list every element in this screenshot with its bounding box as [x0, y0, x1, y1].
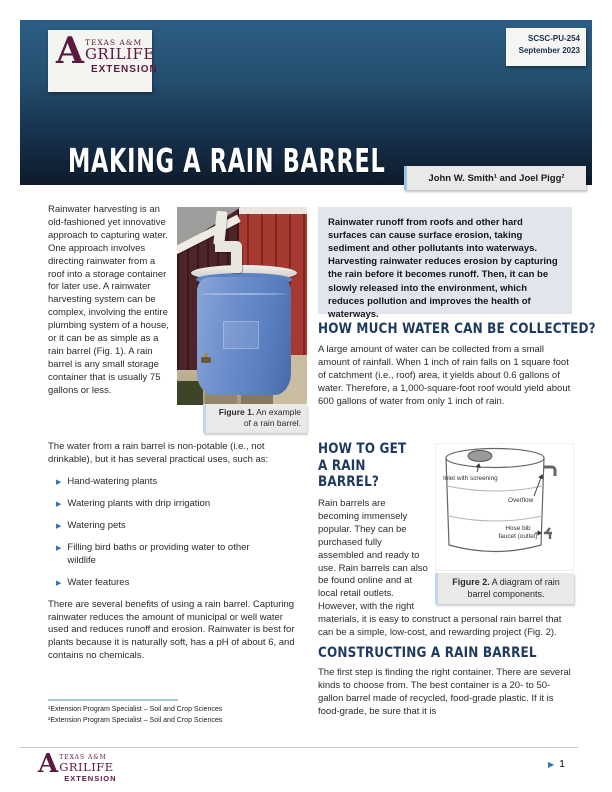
photo-faucet — [201, 357, 211, 363]
logo-texas-am: TEXAS A&M — [59, 754, 107, 761]
inlet-label: Inlet with screening — [443, 475, 498, 482]
list-item-label: Filling bird baths or providing water to other wildlife — [67, 541, 250, 566]
figure1-caption — [203, 404, 307, 433]
footnotes — [48, 704, 288, 726]
figure1-photo — [177, 207, 307, 405]
publication-info-box — [506, 28, 586, 66]
uses-intro: The water from a rain barrel is non-potable (i.e., not drinkable), but it has several practical uses, such as: — [48, 441, 269, 465]
figure2-caption — [435, 573, 574, 604]
section-heading-get: HOW TO GET A RAIN BARREL? — [318, 441, 407, 491]
intro-paragraph: Rainwater harvesting is an old-fashioned yet innovative approach to capturing water. One approach involves directing rainwater from a roof into a storage container for later use. A rainwater harvesting system can be complex, involving the entire plumbing system of a house, or it can be as simple as a rain barrel (Fig. 1). A rain barrel is any small storage container that is usually 75 gallons or less. — [48, 204, 169, 396]
section-body-get: Rain barrels are becoming immensely popular. They can be purchased fully assembled and ready to use. Rain barrels can also be found online and at local retail outlets. However, with the right materials, it is easy to construct a personal rain barrel that can be a simple, low-cost, and rewarding project (Fig. 2). — [318, 498, 562, 639]
logo-extension: EXTENSION — [64, 774, 117, 784]
footnote-1: ¹Extension Program Specialist – Soil and Crop Sciences — [48, 706, 223, 713]
logo-texas-am: TEXAS A&M — [84, 38, 143, 47]
barrel-top — [446, 449, 544, 468]
page-marker-icon: ▶ — [548, 759, 555, 769]
figure2 — [435, 443, 574, 604]
list-item-label: Watering pets — [67, 519, 126, 531]
figure2-caption-text: A diagram of rain barrel components. — [467, 577, 560, 599]
photo-fascia — [235, 207, 307, 214]
figure2-diagram — [435, 443, 574, 571]
agrilife-logo-header — [48, 30, 158, 92]
bullet-triangle-icon: ▶ — [56, 500, 62, 508]
section-body-collect: A large amount of water can be collected from a small amount of rainfall. When 1 inch of rain falls on 1 square foot of catchment (i.e., roof) area, it yields about 0.6 gallons of water. Therefore, a 1,000-square-foot roof would yield about 600 gallons of water from only 1 inch of rain. — [318, 344, 571, 407]
figure1-caption-text: An example of a rain barrel. — [243, 407, 301, 429]
footnote-2: ²Extension Program Specialist – Soil and Crop Sciences — [48, 717, 223, 725]
uses-list — [56, 476, 306, 590]
logo-extension: EXTENSION — [90, 63, 158, 75]
agrilife-logo — [38, 749, 117, 784]
bullet-triangle-icon: ▶ — [56, 579, 62, 587]
section-body-construct: The first step is finding the right container. There are several kinds to choose from. The best container is a 20- to 50-gallon barrel made of recycled, food-grade plastic. If it is food-grade, be sure that it is — [318, 667, 571, 717]
list-item — [56, 542, 256, 568]
list-item-label: Water features — [67, 576, 130, 588]
figure1-label: Figure 1. — [218, 407, 255, 417]
list-item — [56, 476, 306, 489]
uses-section — [48, 441, 306, 663]
bullet-triangle-icon: ▶ — [56, 544, 62, 552]
rain-barrel-diagram — [436, 444, 573, 565]
agrilife-logo — [56, 30, 158, 75]
publication-date: September 2023 — [518, 46, 580, 56]
logo-agrilife: GRILIFE — [59, 760, 114, 774]
list-item-label: Hand-watering plants — [67, 475, 158, 487]
bullet-triangle-icon: ▶ — [56, 522, 62, 530]
faucet-icon — [544, 528, 552, 539]
page-number — [548, 758, 565, 770]
list-item — [56, 520, 306, 533]
footnote-divider — [48, 699, 178, 701]
section-heading-construct: CONSTRUCTING A RAIN BARREL — [318, 645, 537, 661]
section-heading-collect: HOW MUCH WATER CAN BE COLLECTED? — [318, 321, 596, 337]
inlet-icon — [468, 451, 492, 462]
section-get — [318, 441, 574, 640]
logo-a-glyph: A — [56, 30, 84, 72]
authors-box — [404, 166, 586, 190]
faucet-label-line2: faucet (outlet) — [498, 533, 538, 540]
list-item-label: Watering plants with drip irrigation — [67, 497, 211, 509]
page-title: MAKING A RAIN BARREL — [68, 141, 386, 180]
agrilife-logo-footer — [38, 749, 117, 784]
footer-divider — [20, 747, 578, 748]
benefits-paragraph: There are several benefits of using a rain barrel. Capturing rainwater reduces the amount of municipal or well water used and reduces runoff and erosion. Rainwater is best for plants because it is naturally soft, has a pH of about 6, and contains no chemicals. — [48, 598, 295, 662]
publication-number: SCSC-PU-254 — [527, 34, 580, 43]
bullet-triangle-icon: ▶ — [56, 478, 62, 486]
figure2-label: Figure 2. — [452, 577, 490, 587]
photo-rain-barrel — [197, 277, 291, 395]
page-number-value: 1 — [559, 758, 565, 770]
list-item — [56, 498, 306, 511]
logo-a-glyph: A — [38, 749, 59, 779]
list-item — [56, 577, 306, 590]
highlight-info-box: Rainwater runoff from roofs and other hard surfaces can cause surface erosion, taking sediment and other pollutants into waterways. Harvesting rainwater reduces erosion by capturing the rain before it becomes runoff. Then, it can be slowly released into the environment, which reduces pollution and improves the health of waterways. — [318, 207, 572, 314]
logo-agrilife: GRILIFE — [84, 45, 155, 63]
overflow-pipe-icon — [544, 467, 555, 476]
authors-text: John W. Smith¹ and Joel Pigg² — [428, 172, 565, 184]
overflow-label: Overflow — [508, 497, 534, 504]
photo-downspout-lower — [231, 247, 242, 273]
faucet-label-line1: Hose bib — [505, 525, 531, 532]
